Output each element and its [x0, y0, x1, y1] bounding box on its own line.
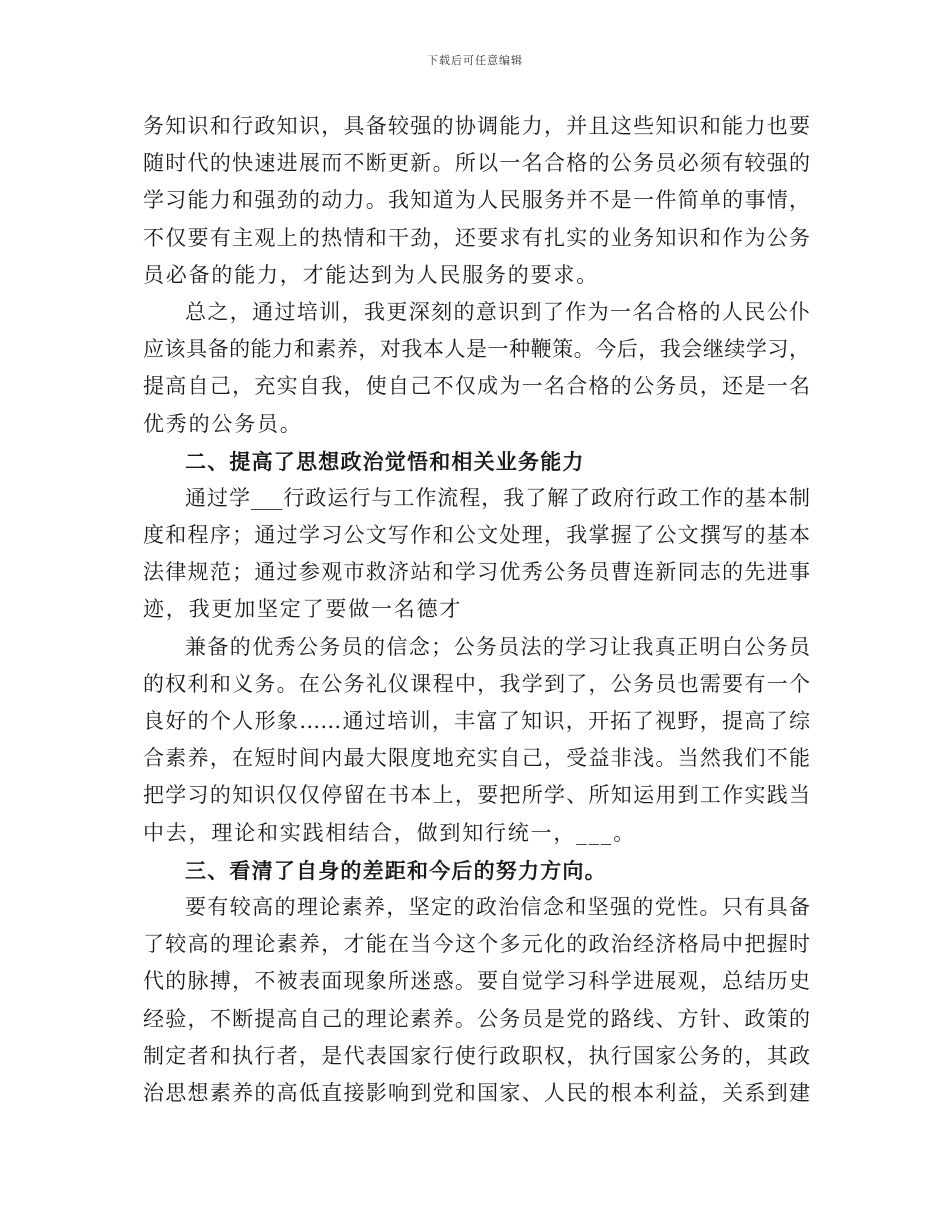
text-line: 把学习的知识仅仅停留在书本上，要把所学、所知运用到工作实践当 — [143, 783, 810, 808]
text-line: 良好的个人形象……通过培训，丰富了知识，开拓了视野，提高了综 — [143, 709, 810, 733]
text-line: 不仅要有主观上的热情和干劲，还要求有扎实的业务知识和作为公务 — [143, 225, 810, 250]
document-body — [143, 108, 810, 1112]
text-line: 提高自己，充实自我，使自己不仅成为一名合格的公务员，还是一名 — [143, 374, 810, 399]
text-line: 员必备的能力，才能达到为人民服务的要求。 — [143, 262, 599, 287]
text-line: 务知识和行政知识，具备较强的协调能力，并且这些知识和能力也要 — [143, 114, 810, 138]
section-heading: 二、提高了思想政治觉悟和相关业务能力 — [185, 448, 585, 474]
text-line: 随时代的快速进展而不断更新。所以一名合格的公务员必须有较强的 — [143, 151, 810, 176]
text-line: 学习能力和强劲的动力。我知道为人民服务并不是一件简单的事情， — [143, 188, 810, 213]
text-line: 优秀的公务员。 — [143, 411, 303, 436]
section-heading: 三、看清了自身的差距和今后的努力方向。 — [185, 857, 607, 883]
text-line: 制定者和执行者，是代表国家行使行政职权，执行国家公务的，其政 — [143, 1043, 810, 1068]
text-line: 合素养，在短时间内最大限度地充实自己，受益非浅。当然我们不能 — [143, 746, 810, 771]
text-line: 了较高的理论素养，才能在当今这个多元化的政治经济格局中把握时 — [143, 932, 810, 957]
text-line: 应该具备的能力和素养，对我本人是一种鞭策。今后，我会继续学习， — [143, 337, 810, 362]
text-line: 法律规范；通过参观市救济站和学习优秀公务员曹连新同志的先进事 — [143, 560, 810, 585]
text-line: 通过学___行政运行与工作流程，我了解了政府行政工作的基本制 — [185, 485, 810, 510]
text-line: 度和程序；通过学习公文写作和公文处理，我掌握了公文撰写的基本 — [143, 523, 810, 548]
text-line: 治思想素养的高低直接影响到党和国家、人民的根本利益，关系到建 — [143, 1080, 810, 1105]
text-line: 要有较高的理论素养，坚定的政治信念和坚强的党性。只有具备 — [185, 894, 810, 919]
page-header: 下载后可任意编辑 — [427, 54, 523, 67]
text-line: 迹，我更加坚定了要做一名德才 — [143, 597, 463, 622]
text-line: 中去，理论和实践相结合，做到知行统一，___。 — [143, 820, 636, 845]
text-line: 总之，通过培训，我更深刻的意识到了作为一名合格的人民公仆 — [185, 299, 810, 324]
text-line: 代的脉搏，不被表面现象所迷惑。要自觉学习科学进展观，总结历史 — [143, 969, 810, 994]
text-line: 兼备的优秀公务员的信念；公务员法的学习让我真正明白公务员 — [185, 634, 810, 659]
text-line: 的权利和义务。在公务礼仪课程中，我学到了，公务员也需要有一个 — [143, 671, 810, 696]
text-line: 经验，不断提高自己的理论素养。公务员是党的路线、方针、政策的 — [143, 1006, 810, 1031]
